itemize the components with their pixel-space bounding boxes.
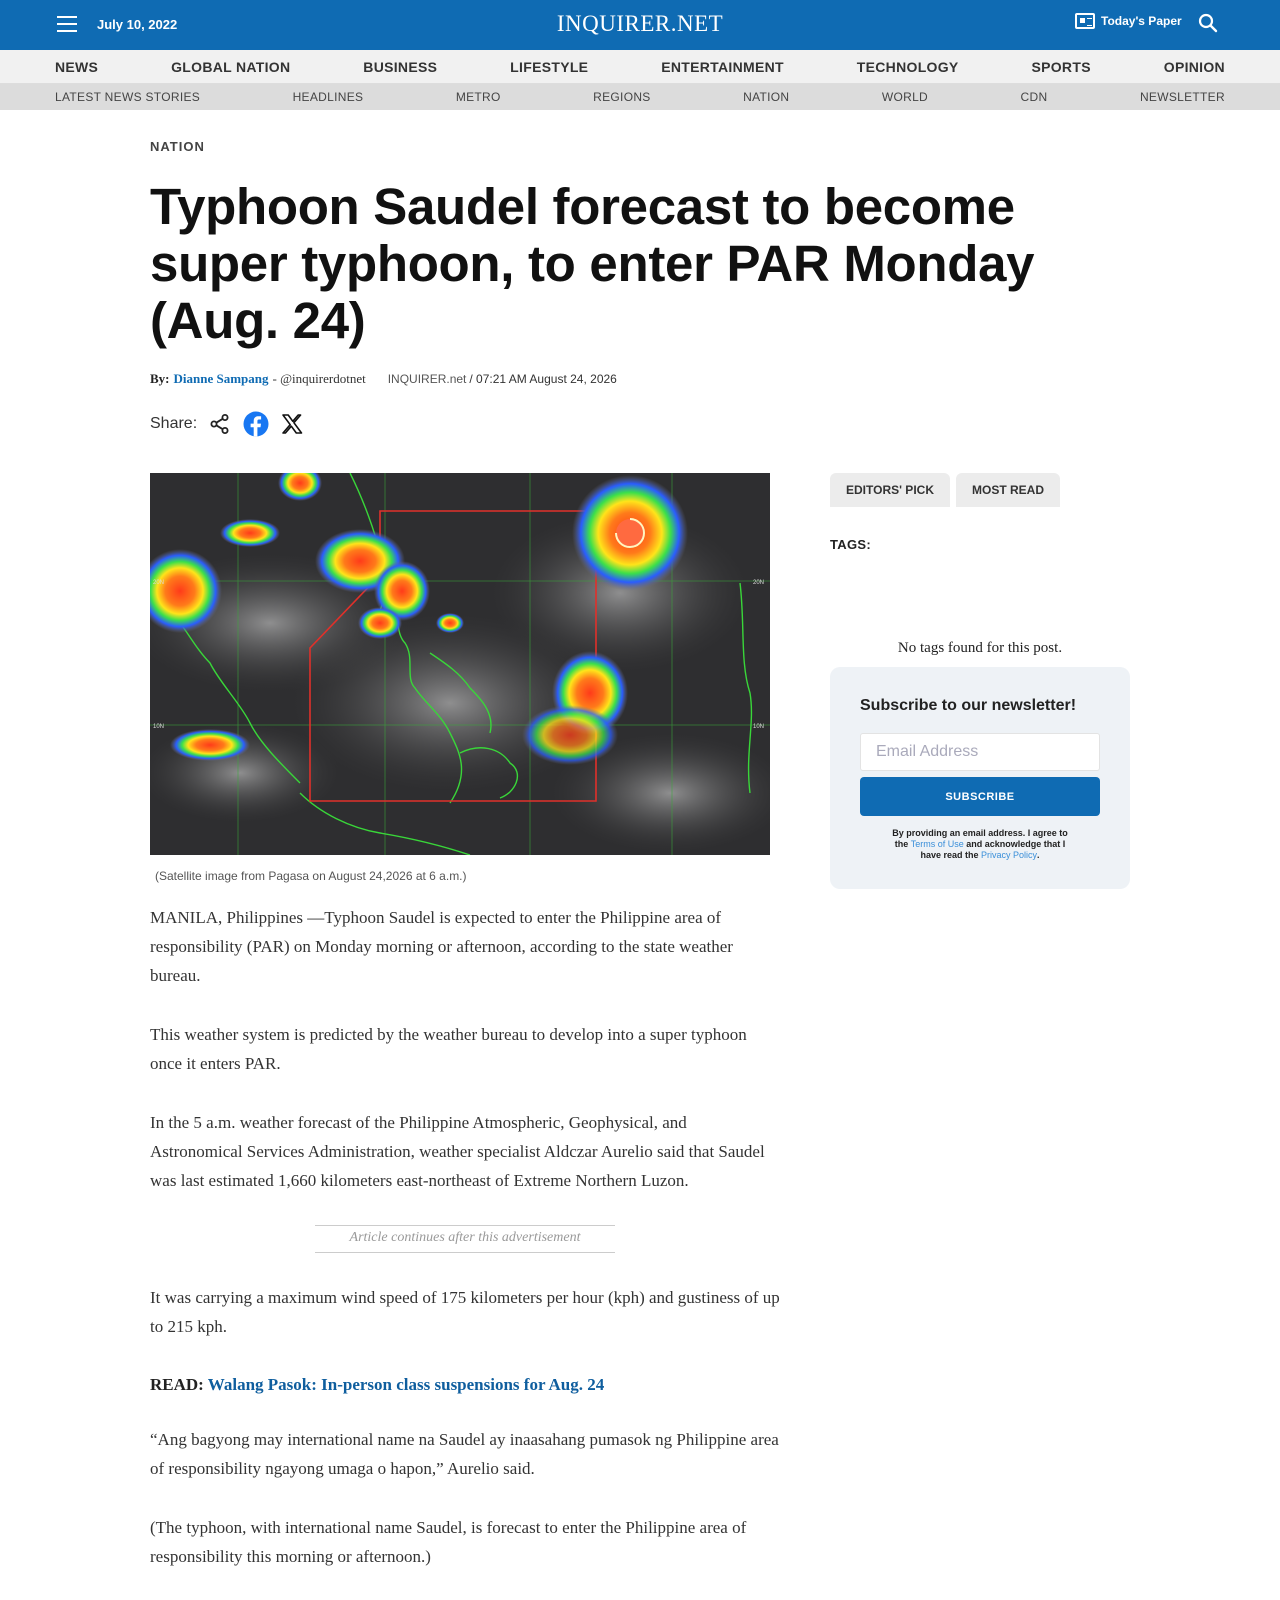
map-label-20n-right: 20N	[753, 580, 765, 586]
read-link[interactable]: Walang Pasok: In-person class suspensions for Aug. 24	[207, 1375, 605, 1394]
publish-time: / 07:21 AM August 24, 2026	[469, 372, 617, 386]
top-bar	[0, 0, 1280, 50]
current-date: July 10, 2022	[97, 17, 178, 32]
by-label: By:	[150, 371, 170, 386]
x-twitter-icon[interactable]	[279, 411, 305, 437]
paragraph-4: It was carrying a maximum wind speed of 175 kilometers per hour (kph) and gustiness of up to 215 kph.	[150, 1288, 780, 1336]
share-bar	[150, 411, 1150, 437]
search-icon[interactable]	[1198, 13, 1218, 33]
newsletter-title: Subscribe to our newsletter!	[860, 697, 1077, 714]
todays-paper-link[interactable]	[1075, 13, 1182, 29]
article-title: Typhoon Saudel forecast to become super typhoon, to enter PAR Monday (Aug. 24)	[150, 178, 1035, 349]
source-label: INQUIRER.net	[387, 372, 467, 386]
map-label-10n-left: 10N	[153, 724, 165, 730]
subnav-metro[interactable]: METRO	[455, 90, 501, 104]
satellite-map	[150, 473, 770, 855]
primary-nav	[0, 50, 1280, 84]
terms-link[interactable]: Terms of Use	[910, 839, 964, 849]
share-label: Share:	[150, 415, 198, 432]
disclaimer-text-2: and acknowledge that I have read the	[920, 839, 1066, 860]
site-logo[interactable]: INQUIRER.NET	[556, 11, 724, 36]
sidebar	[830, 473, 1130, 889]
subnav-latest-news[interactable]: LATEST NEWS STORIES	[55, 90, 201, 104]
subnav-headlines[interactable]: HEADLINES	[292, 90, 364, 104]
nav-news[interactable]: NEWS	[55, 58, 99, 75]
nav-opinion[interactable]: OPINION	[1163, 58, 1225, 75]
subnav-world[interactable]: WORLD	[881, 90, 929, 104]
subnav-nation[interactable]: NATION	[743, 90, 790, 104]
newsletter-box	[830, 667, 1130, 889]
ad-notice: Article continues after this advertisement	[315, 1225, 615, 1253]
author-link[interactable]: Dianne Sampang	[173, 371, 269, 386]
author-handle: - @inquirerdotnet	[272, 371, 366, 386]
paragraph-1: MANILA, Philippines —Typhoon Saudel is expected to enter the Philippine area of responsibility (PAR) on Monday morning or afternoon, according to the state weather bureau.	[150, 908, 733, 985]
email-field[interactable]	[860, 733, 1100, 771]
paragraph-2: This weather system is predicted by the weather bureau to develop into a super typhoon once it enters PAR.	[150, 1025, 747, 1073]
todays-paper-label: Today's Paper	[1101, 14, 1182, 28]
subscribe-button[interactable]: SUBSCRIBE	[860, 777, 1100, 816]
secondary-nav	[0, 84, 1280, 110]
facebook-icon[interactable]	[243, 411, 269, 437]
nav-business[interactable]: BUSINESS	[363, 58, 438, 75]
article-body	[150, 473, 780, 1571]
tab-most-read[interactable]: MOST READ	[956, 473, 1060, 507]
image-caption: (Satellite image from Pagasa on August 24,2026 at 6 a.m.)	[155, 869, 467, 883]
sidebar-tabs	[830, 473, 1130, 507]
nav-lifestyle[interactable]: LIFESTYLE	[510, 58, 589, 75]
nav-global-nation[interactable]: GLOBAL NATION	[171, 58, 291, 75]
satellite-image	[150, 473, 770, 855]
no-tags-message: No tags found for this post.	[897, 640, 1063, 656]
section-kicker[interactable]: NATION	[150, 139, 205, 154]
tags-label: TAGS:	[830, 537, 871, 552]
read-also	[150, 1375, 780, 1395]
map-label-20n-left: 20N	[153, 580, 165, 586]
article-header	[150, 110, 1150, 437]
map-label-10n-right: 10N	[753, 724, 765, 730]
newspaper-icon	[1075, 13, 1095, 29]
read-label: READ:	[150, 1375, 204, 1394]
tab-editors-pick[interactable]: EDITORS' PICK	[830, 473, 950, 507]
disclaimer-text-1: By providing an email address. I agree to the	[892, 828, 1068, 849]
paragraph-5: “Ang bagyong may international name na Saudel ay inaasahang pumasok ng Philippine area of responsibility ngayong umaga o hapon,” Aurelio said.	[150, 1430, 779, 1478]
nav-technology[interactable]: TECHNOLOGY	[856, 58, 959, 75]
subnav-cdn[interactable]: CDN	[1020, 90, 1048, 104]
nav-sports[interactable]: SPORTS	[1031, 58, 1091, 75]
paragraph-6: (The typhoon, with international name Saudel, is forecast to enter the Philippine area of responsibility this morning or afternoon.)	[150, 1518, 747, 1566]
paragraph-3: In the 5 a.m. weather forecast of the Philippine Atmospheric, Geophysical, and Astronomical Services Administration, weather specialist Aldczar Aurelio said that Saudel was last estimated 1,660 kilometers east-northeast of Extreme Northern Luzon.	[150, 1113, 765, 1190]
subnav-newsletter[interactable]: NEWSLETTER	[1139, 90, 1225, 104]
privacy-link[interactable]: Privacy Policy	[981, 850, 1038, 860]
subnav-regions[interactable]: REGIONS	[593, 90, 651, 104]
share-icon[interactable]	[207, 411, 233, 437]
byline	[150, 371, 1150, 387]
newsletter-disclaimer	[860, 828, 1100, 861]
disclaimer-text-3: .	[1037, 850, 1040, 860]
nav-entertainment[interactable]: ENTERTAINMENT	[661, 58, 784, 75]
